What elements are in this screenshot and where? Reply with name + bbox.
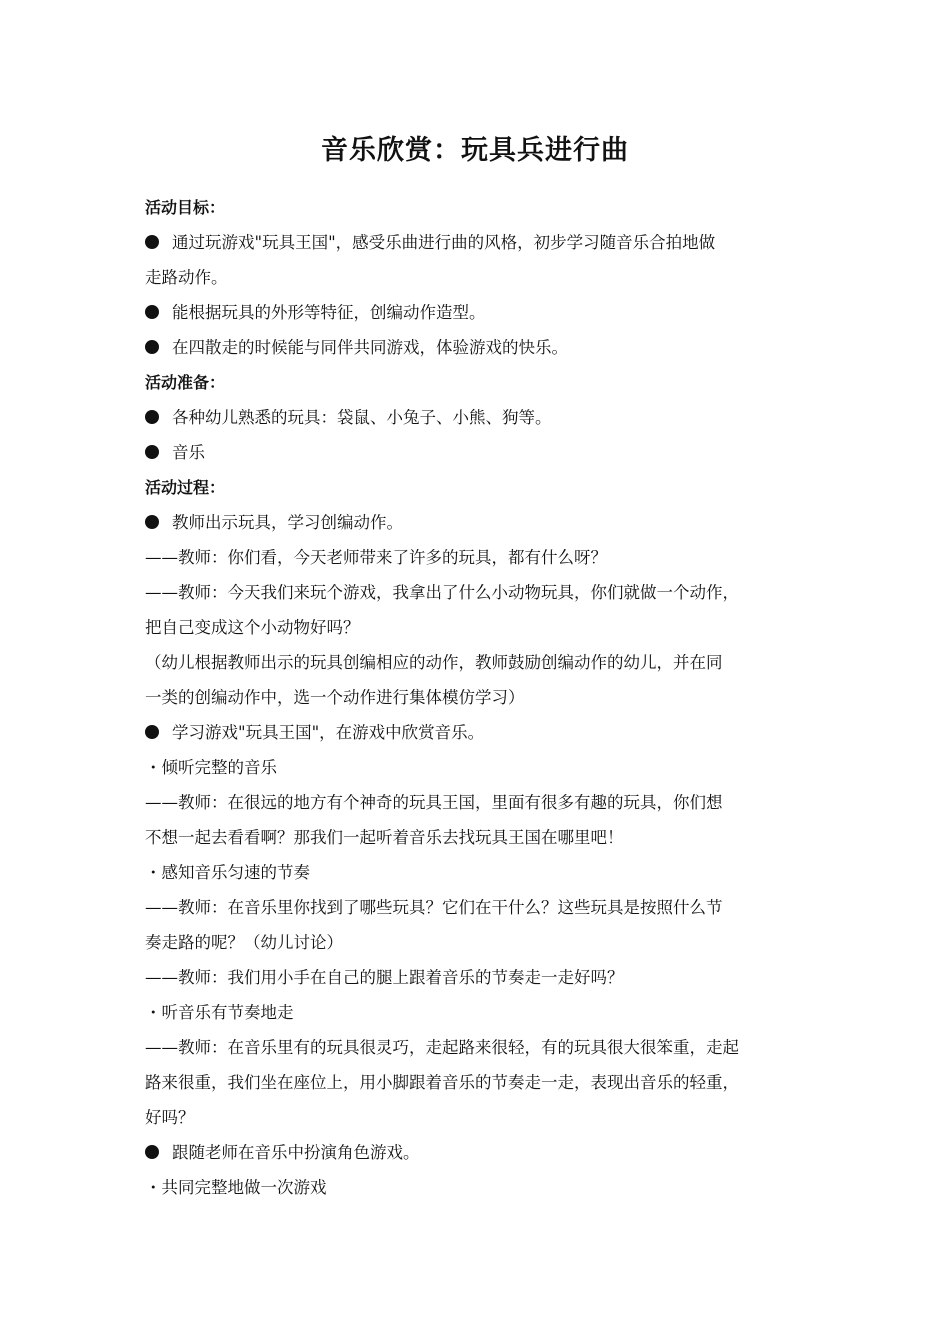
bullet-item bbox=[145, 400, 810, 435]
bullet-icon bbox=[145, 445, 159, 459]
section-heading-goals: 活动目标： bbox=[145, 198, 226, 217]
bullet-icon bbox=[145, 515, 159, 529]
bullet-text: 在四散走的时候能与同伴共同游戏，体验游戏的快乐。 bbox=[172, 338, 568, 357]
bullet-text: 通过玩游戏"玩具王国"，感受乐曲进行曲的风格，初步学习随音乐合拍地做 bbox=[172, 233, 716, 252]
bullet-item bbox=[145, 715, 810, 750]
paragraph-continuation: 走路动作。 bbox=[145, 268, 228, 287]
sub-item: ・听音乐有节奏地走 bbox=[145, 1003, 294, 1022]
text-line: 不想一起去看看啊？那我们一起听着音乐去找玩具王国在哪里吧！ bbox=[145, 828, 624, 847]
text-line: （幼儿根据教师出示的玩具创编相应的动作，教师鼓励创编动作的幼儿，并在同 bbox=[145, 653, 723, 672]
bullet-text: 各种幼儿熟悉的玩具：袋鼠、小兔子、小熊、狗等。 bbox=[172, 408, 552, 427]
bullet-text: 跟随老师在音乐中扮演角色游戏。 bbox=[172, 1143, 420, 1162]
text-line: ——教师：在很远的地方有个神奇的玩具王国，里面有很多有趣的玩具，你们想 bbox=[145, 793, 723, 812]
bullet-text: 教师出示玩具，学习创编动作。 bbox=[172, 513, 403, 532]
bullet-icon bbox=[145, 235, 159, 249]
bullet-item bbox=[145, 330, 810, 365]
bullet-icon bbox=[145, 305, 159, 319]
bullet-icon bbox=[145, 1145, 159, 1159]
bullet-item bbox=[145, 435, 810, 470]
bullet-item bbox=[145, 295, 810, 330]
text-line: ——教师：在音乐里你找到了哪些玩具？它们在干什么？这些玩具是按照什么节 bbox=[145, 898, 723, 917]
bullet-item bbox=[145, 1135, 810, 1170]
bullet-icon bbox=[145, 340, 159, 354]
section-heading-prep: 活动准备： bbox=[145, 373, 226, 392]
sub-item: ・感知音乐匀速的节奏 bbox=[145, 863, 310, 882]
text-line: 奏走路的呢？（幼儿讨论） bbox=[145, 933, 343, 952]
text-line: 路来很重，我们坐在座位上，用小脚跟着音乐的节奏走一走，表现出音乐的轻重， bbox=[145, 1073, 739, 1092]
page-title: 音乐欣赏：玩具兵进行曲 bbox=[321, 135, 629, 166]
text-line: 一类的创编动作中，选一个动作进行集体模仿学习） bbox=[145, 688, 525, 707]
text-line: ——教师：在音乐里有的玩具很灵巧，走起路来很轻，有的玩具很大很笨重，走起 bbox=[145, 1038, 739, 1057]
text-line: ——教师：你们看，今天老师带来了许多的玩具，都有什么呀？ bbox=[145, 548, 607, 567]
bullet-text: 音乐 bbox=[172, 443, 205, 462]
bullet-icon bbox=[145, 410, 159, 424]
text-line: 把自己变成这个小动物好吗？ bbox=[145, 618, 360, 637]
text-line: 好吗？ bbox=[145, 1108, 195, 1127]
text-line: ——教师：我们用小手在自己的腿上跟着音乐的节奏走一走好吗？ bbox=[145, 968, 624, 987]
sub-item: ・倾听完整的音乐 bbox=[145, 758, 277, 777]
bullet-icon bbox=[145, 725, 159, 739]
bullet-item bbox=[145, 505, 810, 540]
text-line: ——教师：今天我们来玩个游戏，我拿出了什么小动物玩具，你们就做一个动作， bbox=[145, 583, 739, 602]
bullet-text: 能根据玩具的外形等特征，创编动作造型。 bbox=[172, 303, 486, 322]
bullet-item bbox=[145, 225, 810, 260]
bullet-text: 学习游戏"玩具王国"，在游戏中欣赏音乐。 bbox=[172, 723, 485, 742]
section-heading-process: 活动过程： bbox=[145, 478, 226, 497]
document-body bbox=[145, 190, 810, 1205]
sub-item: ・共同完整地做一次游戏 bbox=[145, 1178, 327, 1197]
